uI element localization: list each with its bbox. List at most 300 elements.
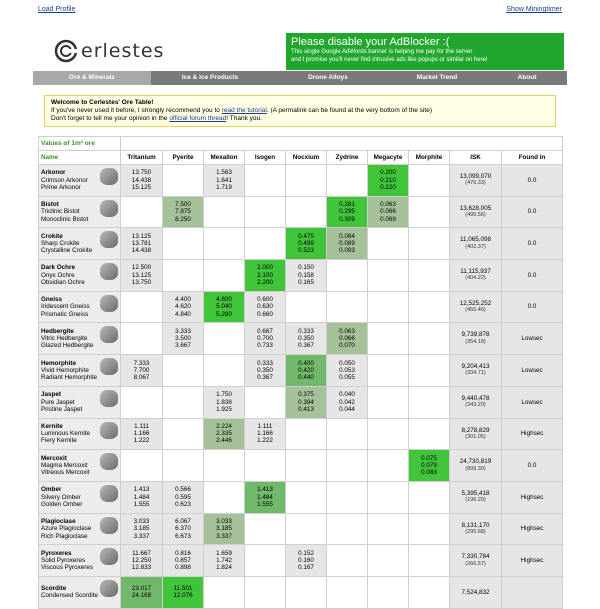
mineral-cell [204, 513, 245, 545]
mineral-value: 8.067 [133, 374, 150, 382]
mineral-value: 2.200 [257, 279, 273, 287]
mineral-cell [204, 165, 245, 197]
mineral-value: 0.816 [175, 549, 191, 557]
ore-variant: Prime Arkonor [41, 183, 81, 191]
ore-name-cell[interactable] [39, 418, 121, 450]
found-in-cell: 0.0 [502, 165, 563, 197]
mineral-value: 0.350 [257, 366, 273, 374]
col-found-in[interactable]: Found in [502, 151, 563, 165]
ore-name-cell[interactable] [39, 196, 121, 228]
isk-value: 11,065,098 [459, 236, 492, 244]
isk-per-m3: (196.20) [465, 497, 486, 504]
mineral-value: 0.220 [380, 183, 396, 191]
mineral-cell [121, 513, 163, 545]
ore-name-cell[interactable] [39, 323, 121, 355]
ore-name-cell[interactable] [39, 165, 121, 197]
mineral-value: 0.667 [257, 327, 273, 335]
mineral-cell [286, 323, 327, 355]
mineral-cell [245, 386, 286, 418]
isk-value: 7,330,784 [461, 553, 490, 561]
mineral-value: 0.898 [175, 564, 191, 572]
found-in-cell: 0.0 [502, 196, 563, 228]
ore-name-cell[interactable] [39, 291, 121, 323]
ore-row [39, 323, 563, 355]
found-in-cell: 0.0 [502, 228, 563, 260]
mineral-cell [204, 450, 245, 482]
mineral-cell [163, 165, 204, 197]
ore-row [39, 228, 563, 260]
ore-name-cell[interactable] [39, 450, 121, 482]
mineral-cell [204, 260, 245, 292]
mineral-value: 1.413 [133, 486, 150, 494]
mineral-value: 0.084 [339, 232, 355, 240]
ore-variant: Sharp Crokite [41, 240, 80, 248]
mineral-cell [245, 165, 286, 197]
isk-per-m3: (495.56) [465, 212, 486, 219]
mineral-cell [163, 481, 204, 513]
ore-rock-icon [100, 548, 118, 565]
mineral-cell [409, 386, 450, 418]
mineral-cell [409, 323, 450, 355]
mineral-cell [204, 481, 245, 513]
mineral-cell [121, 323, 163, 355]
mineral-cell [327, 481, 368, 513]
found-in-cell: 0.0 [502, 260, 563, 292]
mineral-cell [204, 323, 245, 355]
mineral-value: 13.750 [131, 279, 152, 287]
mineral-cell [163, 545, 204, 577]
isk-per-m3: (476.33) [465, 180, 486, 187]
site-logo[interactable] [54, 38, 174, 64]
welcome-box [44, 95, 556, 127]
mineral-value: 0.367 [257, 374, 273, 382]
mineral-cell [204, 545, 245, 577]
isk-cell [450, 513, 502, 545]
mineral-value: 7.333 [133, 359, 150, 367]
mineral-value: 0.165 [298, 279, 314, 287]
mineral-value: 12.833 [131, 564, 152, 572]
ore-row [39, 165, 563, 197]
mineral-value: 0.089 [339, 240, 355, 248]
mineral-cell [245, 323, 286, 355]
ore-name-cell[interactable] [39, 481, 121, 513]
mineral-value: 0.063 [339, 327, 355, 335]
mineral-value: 0.070 [339, 342, 355, 350]
welcome-text: Don't forget to tell me your opinion in the [51, 115, 170, 122]
mineral-value: 0.733 [257, 342, 273, 350]
mineral-cell [368, 545, 409, 577]
mineral-value: 3.333 [175, 327, 191, 335]
mineral-value: 0.600 [257, 296, 273, 304]
mineral-cell [409, 576, 450, 608]
mineral-cell [327, 355, 368, 387]
ore-name-cell[interactable] [39, 545, 121, 577]
nav-ore-minerals[interactable]: Ore & Minerals [33, 71, 151, 85]
mineral-value: 1.750 [216, 391, 232, 399]
ore-name-cell[interactable] [39, 386, 121, 418]
ore-name: Plagioclase [41, 517, 76, 525]
found-in-cell: 0.0 [502, 450, 563, 482]
isk-cell [450, 355, 502, 387]
mineral-value: 0.499 [298, 240, 314, 248]
col-isk[interactable]: ISK [450, 151, 502, 165]
mineral-cell [163, 228, 204, 260]
ore-variant: Monoclinic Bistot [41, 215, 89, 223]
isk-cell [450, 545, 502, 577]
mineral-cell [286, 228, 327, 260]
col-mexallon[interactable]: Mexallon [204, 151, 245, 165]
ore-row [39, 545, 563, 577]
mineral-value: 2.224 [216, 422, 232, 430]
isk-value: 8,278,829 [461, 426, 490, 434]
mineral-value: 1.484 [257, 493, 273, 501]
mineral-value: 0.400 [298, 359, 314, 367]
mineral-value: 13.125 [131, 271, 152, 279]
mineral-cell [286, 196, 327, 228]
show-miningtimer-link[interactable]: Show Miningtimer [506, 6, 562, 13]
welcome-title: Welcome to Cerlestes' Ore Table! [51, 99, 154, 106]
forum-thread-link[interactable]: official forum thread [169, 115, 227, 122]
mineral-value: 12.250 [131, 556, 152, 564]
mineral-value: 0.333 [298, 327, 314, 335]
mineral-value: 0.200 [380, 169, 396, 177]
ore-variant: Radiant Hemorphite [41, 374, 98, 382]
mineral-cell [286, 165, 327, 197]
ore-variant: Condensed Scordite [41, 592, 99, 600]
mineral-value: 0.700 [257, 335, 273, 343]
mineral-cell [327, 291, 368, 323]
isk-value: 13,628,005 [459, 204, 492, 212]
mineral-value: 0.281 [339, 201, 355, 209]
ore-rock-icon [100, 295, 118, 312]
mineral-value: 23.017 [131, 584, 152, 592]
mineral-value: 0.566 [175, 486, 191, 494]
load-profile-link[interactable]: Load Profile [38, 6, 76, 13]
mineral-value: 1.555 [133, 500, 150, 508]
mineral-cell [327, 165, 368, 197]
ore-name: Hedbergite [41, 327, 74, 335]
mineral-value: 0.053 [339, 366, 355, 374]
mineral-cell [368, 260, 409, 292]
ore-name: Kernite [41, 422, 63, 430]
col-zydrine[interactable]: Zydrine [327, 151, 368, 165]
mineral-value: 12.500 [131, 264, 152, 272]
ore-row [39, 260, 563, 292]
mineral-cell [245, 355, 286, 387]
mineral-cell [409, 481, 450, 513]
mineral-cell [163, 386, 204, 418]
mineral-value: 5.280 [216, 310, 232, 318]
found-in-cell: Lowsec [502, 323, 563, 355]
mineral-value: 3.337 [133, 532, 150, 540]
isk-cell [450, 418, 502, 450]
mineral-value: 1.563 [216, 169, 232, 177]
mineral-value: 12.076 [173, 592, 193, 600]
isk-cell [450, 228, 502, 260]
ore-variant: Vitric Hedbergite [41, 335, 88, 343]
mineral-cell [286, 513, 327, 545]
tutorial-link[interactable]: read the tutorial [221, 107, 267, 114]
ore-row [39, 450, 563, 482]
isk-value: 9,204,413 [461, 363, 490, 371]
isk-per-m3: (402.37) [465, 243, 486, 250]
ore-name-cell[interactable] [39, 260, 121, 292]
mineral-cell [409, 450, 450, 482]
mineral-cell [121, 260, 163, 292]
mineral-cell [368, 513, 409, 545]
mineral-value: 0.040 [339, 391, 355, 399]
mineral-cell [409, 291, 450, 323]
mineral-cell [204, 386, 245, 418]
found-in-cell: Highsec [502, 418, 563, 450]
isk-cell [450, 450, 502, 482]
mineral-value: 5.040 [216, 303, 232, 311]
mineral-cell [327, 450, 368, 482]
ore-variant: Azure Plagioclase [41, 525, 92, 533]
isk-value: 11,115,937 [460, 268, 491, 276]
mineral-value: 0.595 [175, 493, 191, 501]
mineral-cell [286, 386, 327, 418]
mineral-value: 1.641 [216, 176, 232, 184]
mineral-value: 3.185 [216, 525, 232, 533]
ore-name-cell[interactable] [39, 228, 121, 260]
mineral-cell [327, 260, 368, 292]
mineral-value: 1.111 [134, 422, 149, 430]
isk-per-m3: (334.71) [465, 370, 486, 377]
ore-variant: Pristine Jaspet [41, 405, 83, 413]
mineral-value: 3.033 [216, 517, 232, 525]
ore-variant: Iridescent Gneiss [41, 303, 90, 311]
ore-rock-icon [100, 517, 118, 534]
ore-table [38, 136, 563, 609]
mineral-cell [245, 418, 286, 450]
mineral-cell [368, 576, 409, 608]
mineral-cell [368, 481, 409, 513]
mineral-cell [327, 196, 368, 228]
mineral-value: 1.484 [133, 493, 150, 501]
ore-name: Bistot [41, 201, 59, 209]
welcome-text: . (A permalink can be found at the very bottom of the site) [266, 107, 432, 114]
ore-variant: Vivid Hemorphite [41, 366, 89, 374]
mineral-value: 0.295 [339, 208, 355, 216]
mineral-value: 11.667 [132, 549, 151, 557]
col-tritanium[interactable]: Tritanium [121, 151, 163, 165]
ore-rock-icon [100, 231, 118, 248]
found-in-cell: Highsec [502, 545, 563, 577]
nav-market-trend[interactable]: Market Trend [416, 74, 458, 81]
col-pyerite[interactable]: Pyerite [163, 151, 204, 165]
mineral-cell [121, 418, 163, 450]
mineral-cell [327, 228, 368, 260]
ore-name-cell[interactable] [39, 513, 121, 545]
mineral-value: 0.413 [298, 405, 314, 413]
found-in-cell: Highsec [502, 481, 563, 513]
mineral-value: 0.375 [298, 391, 314, 399]
ore-rock-icon [100, 200, 118, 217]
isk-per-m3: (404.22) [465, 275, 486, 282]
isk-value: 8,131,170 [461, 521, 490, 529]
mineral-cell [327, 323, 368, 355]
mineral-value: 0.394 [298, 398, 314, 406]
col-megacyte[interactable]: Megacyte [368, 151, 409, 165]
mineral-cell [409, 165, 450, 197]
isk-per-m3: (455.46) [465, 307, 486, 314]
isk-value: 13,099,070 [459, 173, 492, 181]
mineral-cell [245, 291, 286, 323]
mineral-cell [121, 291, 163, 323]
mineral-cell [409, 418, 450, 450]
mineral-cell [327, 513, 368, 545]
mineral-cell [163, 323, 204, 355]
mineral-cell [245, 513, 286, 545]
mineral-cell [286, 545, 327, 577]
ore-variant: Golden Omber [41, 500, 83, 508]
nav-ice-products[interactable]: Ice & Ice Products [181, 74, 239, 81]
nav-about[interactable]: About [517, 74, 537, 81]
isk-cell [450, 291, 502, 323]
found-in-cell: Lowsec [502, 386, 563, 418]
mineral-cell [368, 418, 409, 450]
mineral-cell [286, 481, 327, 513]
isk-value: 9,739,878 [461, 331, 490, 339]
mineral-cell [163, 260, 204, 292]
mineral-cell [286, 355, 327, 387]
mineral-value: 0.044 [339, 405, 355, 413]
mineral-value: 14.438 [131, 247, 152, 255]
ore-rock-icon [100, 263, 118, 280]
mineral-value: 7.700 [133, 366, 150, 374]
top-bar [0, 0, 600, 18]
adblock-headline: Please disable your AdBlocker :( [291, 36, 450, 48]
welcome-text: ! Thank you. [226, 115, 262, 122]
isk-cell [450, 260, 502, 292]
ore-variant: Fiery Kernite [41, 437, 77, 445]
mineral-value: 0.042 [339, 398, 355, 406]
isk-value: 12,525,252 [459, 299, 492, 307]
isk-cell [450, 165, 502, 197]
mineral-cell [121, 165, 163, 197]
mineral-value: 3.337 [216, 532, 232, 540]
mineral-value: 2.100 [257, 271, 273, 279]
mineral-value: 1.925 [216, 405, 232, 413]
ore-variant: Silvery Omber [41, 493, 81, 501]
mineral-cell [245, 196, 286, 228]
ore-name-cell[interactable] [39, 355, 121, 387]
mineral-cell [286, 260, 327, 292]
mineral-cell [245, 576, 286, 608]
mineral-value: 0.083 [421, 469, 437, 477]
mineral-value: 1.413 [257, 486, 273, 494]
ore-row [39, 418, 563, 450]
mineral-value: 1.742 [216, 556, 232, 564]
found-in-cell [502, 576, 563, 608]
ore-name: Dark Ochre [41, 264, 75, 272]
ore-rock-icon [100, 326, 118, 343]
mineral-cell [409, 355, 450, 387]
mineral-cell [245, 545, 286, 577]
isk-per-m3: (343.29) [465, 402, 486, 409]
mineral-cell [409, 260, 450, 292]
mineral-value: 1.166 [257, 430, 273, 438]
mineral-cell [409, 513, 450, 545]
mineral-value: 0.093 [339, 247, 355, 255]
ore-row [39, 576, 563, 608]
mineral-value: 4.620 [175, 303, 191, 311]
mineral-cell [368, 450, 409, 482]
welcome-text: If you've never used it before, I strongly recommend you to [51, 107, 222, 114]
mineral-value: 0.055 [339, 374, 355, 382]
mineral-cell [204, 228, 245, 260]
mineral-cell [286, 291, 327, 323]
mineral-cell [204, 418, 245, 450]
col-morphite[interactable]: Morphite [409, 151, 450, 165]
ore-variant: Magma Mercoxit [41, 461, 88, 469]
mineral-cell [163, 513, 204, 545]
mineral-value: 0.440 [298, 374, 314, 382]
col-nocxium[interactable]: Nocxium [286, 151, 327, 165]
ore-variant: Prismatic Gneiss [41, 310, 89, 318]
isk-value: 7,524,832 [461, 588, 490, 596]
mineral-value: 24.168 [131, 592, 152, 600]
nav-drone-alloys[interactable]: Drone Alloys [308, 74, 348, 81]
ore-name-cell[interactable] [39, 576, 121, 608]
mineral-cell [368, 291, 409, 323]
ore-variant: Triclinic Bistot [41, 208, 80, 216]
mineral-cell [327, 576, 368, 608]
mineral-value: 13.125 [131, 232, 152, 240]
main-nav [33, 71, 567, 85]
mineral-value: 1.111 [257, 422, 273, 430]
mineral-value: 0.333 [257, 359, 273, 367]
mineral-value: 0.660 [257, 310, 273, 318]
ore-name: Gneiss [41, 296, 62, 304]
ore-name: Jaspet [41, 391, 61, 399]
mineral-cell [163, 576, 204, 608]
mineral-cell [327, 545, 368, 577]
mineral-value: 1.659 [216, 549, 232, 557]
ore-name: Omber [41, 486, 62, 494]
isk-per-m3: (266.57) [465, 560, 486, 567]
isk-per-m3: (354.18) [465, 338, 486, 345]
col-isogen[interactable]: Isogen [245, 151, 286, 165]
ore-variant: Solid Pyroxeres [41, 556, 86, 564]
ore-variant: Vitreous Mercoxit [41, 469, 90, 477]
name-header[interactable]: Name [39, 151, 121, 165]
ore-rock-icon [100, 390, 118, 407]
mineral-cell [121, 450, 163, 482]
mineral-value: 14.438 [131, 176, 152, 184]
mineral-cell [327, 386, 368, 418]
mineral-value: 0.075 [421, 454, 437, 462]
isk-per-m3: (899.30) [465, 465, 486, 472]
ore-row [39, 481, 563, 513]
mineral-value: 3.033 [133, 517, 150, 525]
logo-c-icon [54, 39, 78, 63]
ore-row [39, 386, 563, 418]
mineral-value: 0.523 [298, 247, 314, 255]
mineral-value: 0.309 [339, 215, 355, 223]
ore-row [39, 513, 563, 545]
found-in-cell: Highsec [502, 513, 563, 545]
mineral-cell [121, 386, 163, 418]
mineral-cell [121, 481, 163, 513]
mineral-cell [368, 196, 409, 228]
mineral-cell [163, 196, 204, 228]
mineral-value: 1.222 [133, 437, 150, 445]
mineral-value: 0.367 [298, 342, 314, 350]
ore-name: Scordite [41, 584, 67, 592]
mineral-value: 0.167 [298, 564, 314, 572]
